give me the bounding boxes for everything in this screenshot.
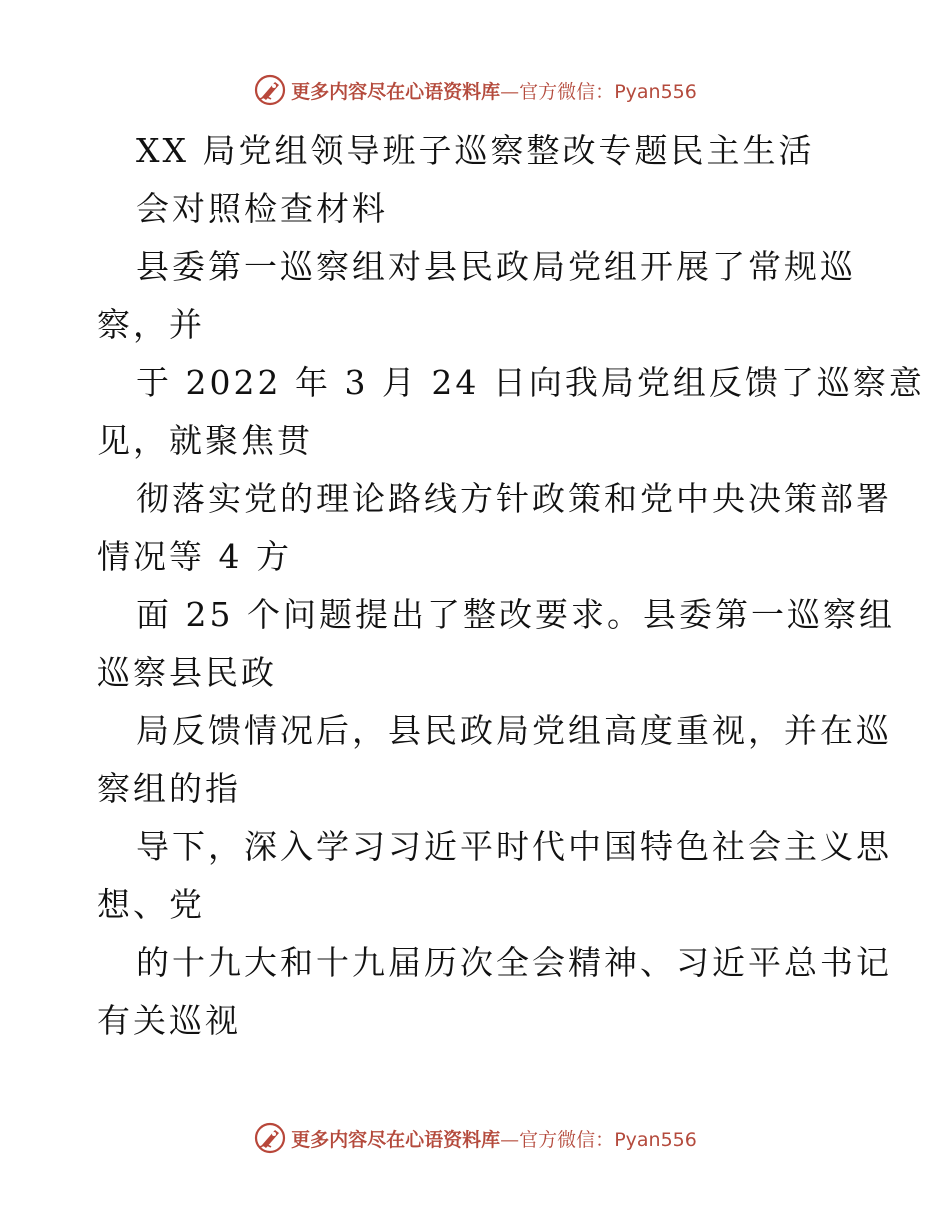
document-body bbox=[97, 122, 925, 1050]
document-title-line: 会对照检查材料 bbox=[136, 189, 388, 228]
paragraph-line: 于 2022 年 3 月 24 日向我局党组反馈了巡察意 bbox=[136, 363, 925, 402]
document-title-line: XX 局党组领导班子巡察整改专题民主生活 bbox=[136, 131, 815, 170]
watermark-account: Pyan556 bbox=[614, 80, 697, 103]
watermark-text bbox=[291, 1125, 697, 1152]
watermark-account: Pyan556 bbox=[614, 1128, 697, 1151]
watermark-secondary-text: 官方微信： bbox=[519, 80, 615, 103]
header-watermark-banner bbox=[0, 72, 950, 108]
paragraph-line: 察组的指 bbox=[97, 769, 241, 808]
watermark-secondary-text: 官方微信： bbox=[519, 1128, 615, 1151]
paragraph-line: 见，就聚焦贯 bbox=[97, 421, 313, 460]
watermark-main-text: 更多内容尽在心语资料库 bbox=[291, 80, 501, 103]
watermark-main-text: 更多内容尽在心语资料库 bbox=[291, 1128, 501, 1151]
footer-watermark-banner bbox=[0, 1120, 950, 1156]
paragraph-line: 巡察县民政 bbox=[97, 653, 277, 692]
paragraph-line: 县委第一巡察组对县民政局党组开展了常规巡 bbox=[136, 247, 856, 286]
paragraph-line: 有关巡视 bbox=[97, 1001, 241, 1040]
watermark-text bbox=[291, 77, 697, 104]
paragraph-line: 情况等 4 方 bbox=[97, 537, 292, 576]
paragraph-line: 导下，深入学习习近平时代中国特色社会主义思 bbox=[136, 827, 892, 866]
pen-nib-logo-icon bbox=[253, 73, 287, 107]
paragraph-line: 想、党 bbox=[97, 885, 205, 924]
paragraph-line: 彻落实党的理论路线方针政策和党中央决策部署 bbox=[136, 479, 892, 518]
paragraph-line: 的十九大和十九届历次全会精神、习近平总书记 bbox=[136, 943, 892, 982]
paragraph-line: 局反馈情况后，县民政局党组高度重视，并在巡 bbox=[136, 711, 892, 750]
paragraph-line: 面 25 个问题提出了整改要求。县委第一巡察组 bbox=[136, 595, 895, 634]
watermark-dash: — bbox=[500, 80, 520, 103]
watermark-dash: — bbox=[500, 1128, 520, 1151]
pen-nib-logo-icon bbox=[253, 1121, 287, 1155]
paragraph-line: 察，并 bbox=[97, 305, 205, 344]
